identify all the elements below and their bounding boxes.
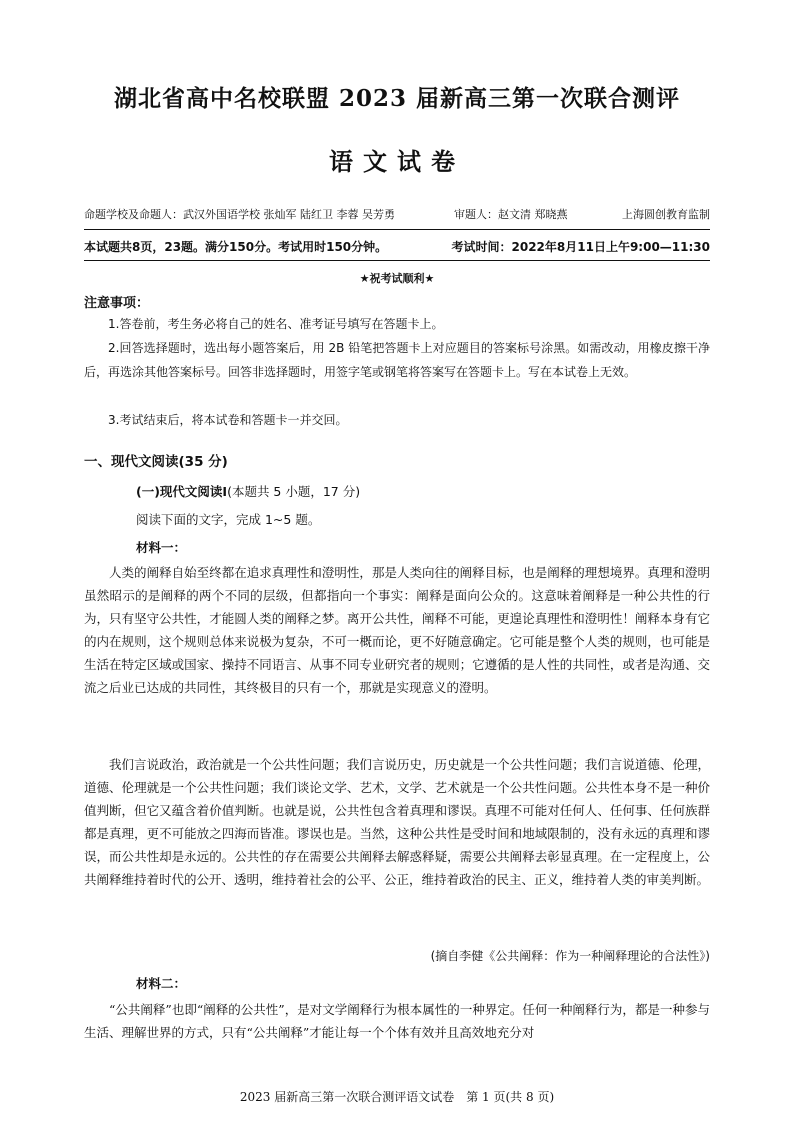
subsection-heading [136,482,360,500]
notice-item-3: 3.考试结束后，将本试卷和答题卡一并交回。 [108,413,348,427]
notice-heading: 注意事项： [84,296,150,311]
material-1-paragraph-2: 我们言说政治，政治就是一个公共性问题；我们言说历史，历史就是一个公共性问题；我们言说道德、伦理，道德、伦理就是一个公共性问题；我们谈论文学、艺术，文学、艺术就是一个公共性问题。公共性本身不是一种价值判断，但它又蕴含着价值判断。也就是说，公共性包含着真理和谬误。真理不可能对任何人、任何事、任何族群都是真理，更不可能放之四海而皆准。谬误也是。当然，这种公共性是受时间和地域限制的，没有永远的真理和谬误，而公共性却是永远的。公共性的存在需要公共阐释去解惑释疑，需要公共阐释去彰显真理。在一定程度上，公共阐释维持着时代的公开、透明，维持着社会的公平、公正，维持着政治的民主、正义，维持着人类的审美判断。 [84,757,710,887]
exam-info-line [84,238,710,258]
subsection-heading-title: (一)现代文阅读Ⅰ [136,484,228,499]
credits-line [84,206,710,226]
exam-title: 湖北省高中名校联盟 2023 届新高三第一次联合测评 [113,85,681,112]
material-1-source: (摘自李健《公共阐释：作为一种阐释理论的合法性》) [430,949,710,963]
header-divider-bottom [84,260,710,261]
good-luck-banner: ★祝考试顺利★ [359,272,435,285]
material-1-paragraph-1: 人类的阐释自始至终都在追求真理性和澄明性，那是人类向往的阐释目标，也是阐释的理想境界。真理和澄明虽然昭示的是阐释的两个不同的层级，但都指向一个事实：阐释是面向公众的。这意味着阐释是一种公共性的行为，只有坚守公共性，才能圆人类的阐释之梦。离开公共性，阐释不可能，更遑论真理性和澄明性！阐释本身有它的内在规则，这个规则总体来说极为复杂，不可一概而论，更不好随意确定。它可能是整个人类的规则，也可能是生活在特定区域或国家、操持不同语言、从事不同专业研究者的规则；它遵循的是人性的共同性，或者是沟通、交流之后业已达成的共同性，其终极目的只有一个，那就是实现意义的澄明。 [84,565,710,695]
material-1-label: 材料一： [136,540,187,555]
reading-instruction: 阅读下面的文字，完成 1~5 题。 [136,512,321,527]
page-footer: 2023 届新高三第一次联合测评语文试卷 第 1 页(共 8 页) [239,1090,555,1104]
header-divider-top [84,229,710,230]
credits-setters: 命题学校及命题人：武汉外国语学校 张灿军 陆红卫 李蓉 吴芳勇 [84,208,395,221]
material-2-label: 材料二： [136,976,187,991]
credits-reviewers: 审题人：赵文清 郑晓燕 [454,208,568,221]
exam-subtitle: 语文试卷 [329,148,465,176]
credits-supervisor: 上海圆创教育监制 [622,208,710,221]
exam-info-time: 考试时间：2022年8月11日上午9:00—11:30 [451,240,710,254]
exam-info-length: 本试题共8页，23题。满分150分。考试用时150分钟。 [84,240,388,254]
material-2-paragraph-1: “公共阐释”也即“阐释的公共性”，是对文学阐释行为根本属性的一种界定。任何一种阐释行为，都是一种参与生活、理解世界的方式，只有“公共阐释”才能让每一个个体有效并且高效地充分对 [84,1002,710,1040]
subsection-heading-detail: (本题共 5 小题，17 分) [227,484,361,499]
notice-item-2: 2.回答选择题时，选出每小题答案后，用 2B 铅笔把答题卡上对应题目的答案标号涂黑。如需改动，用橡皮擦干净后，再选涂其他答案标号。回答非选择题时，用签字笔或钢笔将答案写在答题卡上。写在本试卷上无效。 [84,341,710,379]
section-heading: 一、现代文阅读(35 分) [84,454,228,470]
notice-item-1: 1.答卷前，考生务必将自己的姓名、准考证号填写在答题卡上。 [108,317,444,331]
